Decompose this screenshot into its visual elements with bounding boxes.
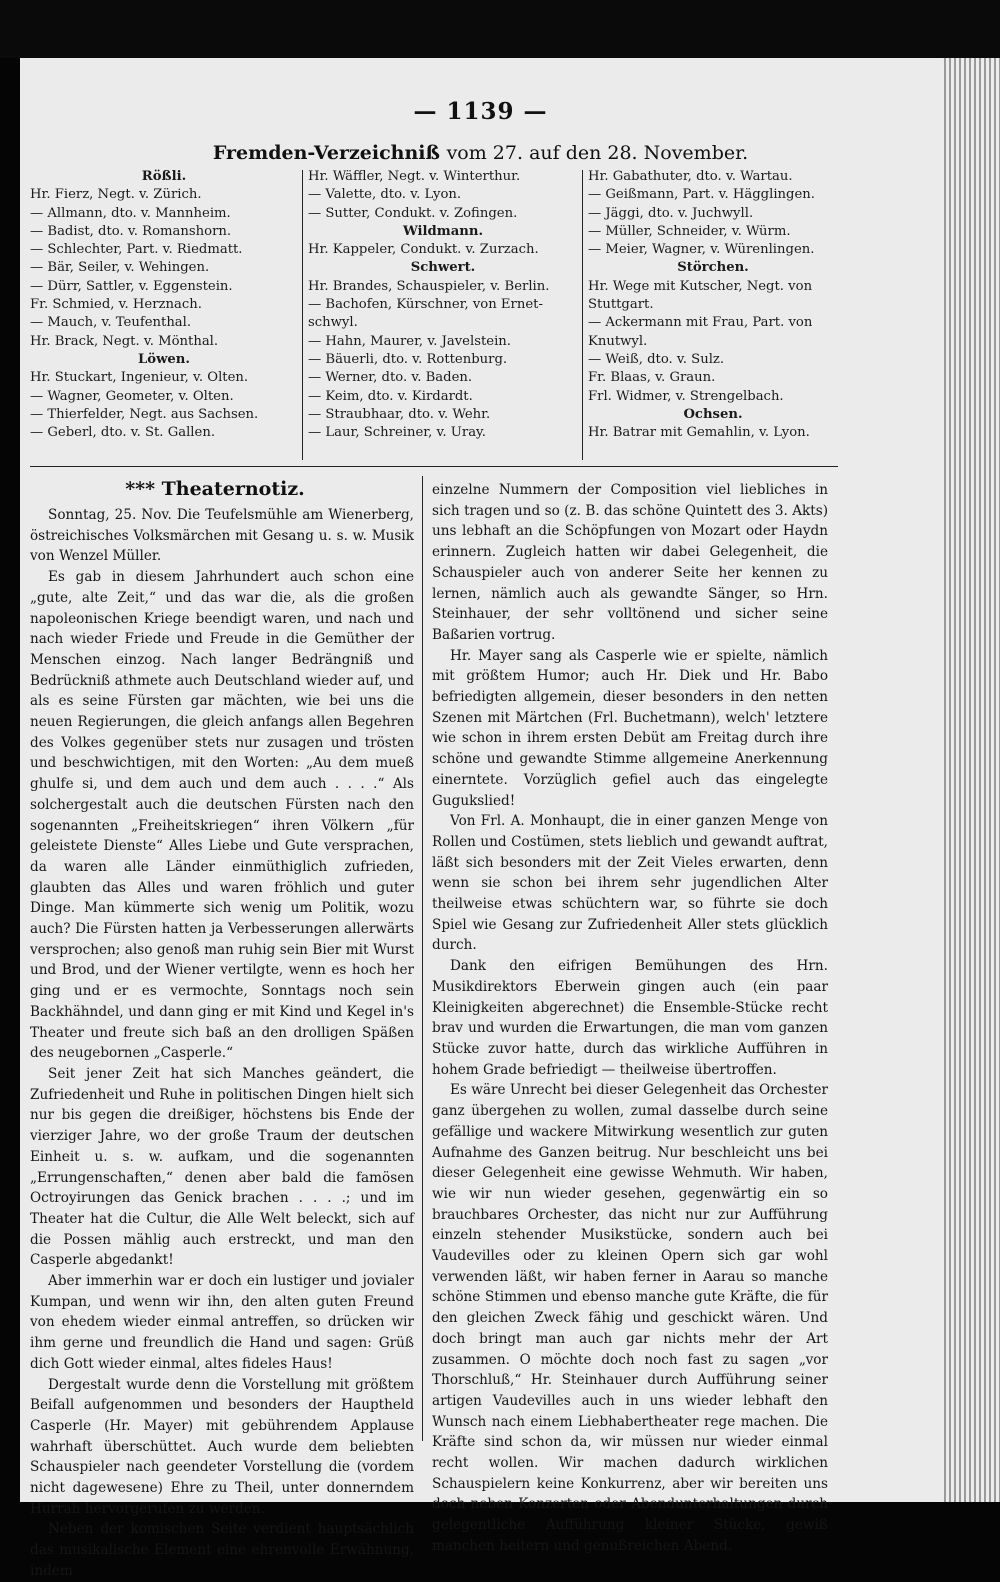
guest-entry: — Bär, Seiler, v. Wehingen. xyxy=(30,260,210,276)
guest-entry: — Meier, Wagner, v. Würenlingen. xyxy=(588,242,815,258)
guest-list-heading xyxy=(20,142,941,164)
article-paragraph: Aber immerhin war er doch ein lustiger und jovialer Kumpan, und wenn wir ihn, den alten guten Freund von ehedem wieder einmal antreffen, so drücken wir ihm gerne und freundlich die Hand und sagen: Grüß dich Gott wieder einmal, altes fideles Haus! xyxy=(30,1273,414,1372)
page-number: — 1139 — xyxy=(413,98,548,125)
guest-column-1 xyxy=(30,168,298,442)
guest-entry: — Geißmann, Part. v. Hägglingen. xyxy=(588,187,815,203)
guest-entry: Fr. Schmied, v. Herznach. xyxy=(30,297,202,313)
guest-entry: Stuttgart. xyxy=(588,297,654,313)
guest-entry: — Bachofen, Kürschner, von Ernet- xyxy=(308,297,543,313)
guest-entry: — Jäggi, dto. v. Juchwyll. xyxy=(588,205,754,221)
guest-entry: Hr. Fierz, Negt. v. Zürich. xyxy=(30,187,202,203)
article-column-right xyxy=(432,480,828,1557)
guest-entry: — Mauch, v. Teufenthal. xyxy=(30,315,192,331)
article-paragraph: Es wäre Unrecht bei dieser Gelegenheit das Orchester ganz übergehen zu wollen, zumal dasselbe durch seine gefällige und wackere Mitwirkung wesentlich zur guten Aufnahme des Ganzen beitrug. Nur beschleicht uns bei dieser Gelegenheit eine gewisse Wehmuth. Wir haben, wie wir nun wieder gesehen, gegenwärtig ein so brauchbares Orchester, das nicht nur zur Aufführung einzeln stehender Musikstücke, sondern auch bei Vaudevilles oder zu kleinen Opern sich gar wohl verwenden läßt, wir haben ferner in Aarau so manche schöne Stimmen und ebenso manche gute Kräfte, die für den gleichen Zweck fähig und geschickt wären. Und doch bringt man auch gar nichts mehr der Art zusammen. O möchte doch noch fast zu sagen „vor Thorschluß,“ Hr. Steinhauer durch Aufführung seiner artigen Vaudevilles auch in uns wieder lebhaft den Wunsch nach einem Liebhabertheater rege machen. Die Kräfte sind schon da, wir müssen nur wieder einmal recht wollen. Wir machen dadurch wirklichen Schauspielern keine Konkurrenz, aber wir bereiten uns doch neben Konzerten oder Abendunterhaltungen durch gelegentliche Aufführung kleiner Stücke, gewiß manchen heitern und genußreichen Abend. xyxy=(432,1082,828,1554)
scan-top-border xyxy=(0,0,1000,58)
guest-list-dates: vom 27. auf den 28. November. xyxy=(446,142,749,164)
section-divider xyxy=(30,466,838,467)
guest-entry: — Hahn, Maurer, v. Javelstein. xyxy=(308,333,511,349)
book-page-edges xyxy=(941,58,1000,1502)
guest-entry: Hr. Stuckart, Ingenieur, v. Olten. xyxy=(30,370,249,386)
guest-entry: Hr. Brack, Negt. v. Mönthal. xyxy=(30,333,219,349)
guest-list-title: Fremden-Verzeichniß xyxy=(212,142,440,164)
guest-entry: — Weiß, dto. v. Sulz. xyxy=(588,351,725,367)
guest-column-3 xyxy=(588,168,838,442)
guest-entry: — Bäuerli, dto. v. Rottenburg. xyxy=(308,351,508,367)
guest-entry: Hr. Brandes, Schauspieler, v. Berlin. xyxy=(308,278,550,294)
guest-entry: Hr. Wäffler, Negt. v. Winterthur. xyxy=(308,169,521,184)
inn-name: Ochsen. xyxy=(683,406,743,422)
article-paragraph: einzelne Nummern der Composition viel liebliches in sich tragen und so (z. B. das schöne Quintett des 3. Akts) uns lebhaft an die Schöpfungen von Mozart oder Haydn erinnern. Zugleich hatten wir dabei Gelegenheit, die Schauspieler auch von anderer Seite her kennen zu lernen, nämlich auch als gewandte Sänger, so Hrn. Steinhauer, der sehr volltönend und sicher seine Baßarien vortrug. xyxy=(432,482,828,643)
guest-column-2 xyxy=(308,168,578,442)
guest-entry: — Schlechter, Part. v. Riedmatt. xyxy=(30,242,243,258)
guest-entry: Hr. Gabathuter, dto. v. Wartau. xyxy=(588,169,793,184)
article-paragraph: Es gab in diesem Jahrhundert auch schon eine „gute, alte Zeit,“ und das war die, als die großen napoleonischen Kriege beendigt waren, und nach und nach wieder Friede und Freude in die Gemüther der Menschen einzog. Nach langer Bedrängniß und Bedrückniß athmete auch Deutschland wieder auf, und als es seine Fürsten gar mächten, wie bei uns die neuen Regierungen, die gleich anfangs allen Begehren des Volkes gegenüber stets nur zusagen und trösten und beschwichtigen, mit den Worten: „Au dem mueß ghulfe si, und dem auch und dem auch . . . .“ Als solchergestalt auch die deutschen Fürsten nach den sogenannten „Freiheitskriegen“ ihren Völkern „für geleistete Dienste“ Alles Liebe und Gute versprachen, da waren alle Länder einmüthiglich zufrieden, glaubten das Alles und waren fröhlich und guter Dinge. Man kümmerte sich wenig um Politik, wozu auch? Die Fürsten hatten ja Verbesserungen allerwärts versprochen; also genoß man ruhig sein Bier mit Wurst und Brod, und der Wiener vertilgte, wenn es hoch her ging und er es vermochte, Sonntags noch sein Backhähndel, und dann ging er mit Kind und Kegel in's Theater und freute sich baß an den drolligen Späßen des neugebornen „Casperle.“ xyxy=(30,569,414,1062)
article-paragraph: Von Frl. A. Monhaupt, die in einer ganzen Menge von Rollen und Costümen, stets lieblich und gewandt auftrat, läßt sich besonders mit der Zeit Vieles erwarten, denn wenn sie schon bei ihrem sehr jugendlichen Alter theilweise etwas schüchtern war, so führte sie doch Spiel wie Gesang zur Zufriedenheit Aller stets glücklich durch. xyxy=(432,813,828,954)
guest-entry: — Dürr, Sattler, v. Eggenstein. xyxy=(30,278,233,294)
guest-entry: Hr. Wege mit Kutscher, Negt. von xyxy=(588,278,813,294)
column-rule xyxy=(422,476,423,1441)
article-title: *** Theaternotiz. xyxy=(125,478,305,500)
inn-name: Rößli. xyxy=(141,169,187,184)
guest-entry: — Thierfelder, Negt. aus Sachsen. xyxy=(30,406,259,422)
guest-entry: — Keim, dto. v. Kirdardt. xyxy=(308,388,473,404)
article-paragraph: Neben der komischen Seite verdient hauptsächlich das musikalische Element eine ehrenvolle Erwähnung, indem xyxy=(30,1521,414,1579)
article-paragraph: Seit jener Zeit hat sich Manches geändert, die Zufriedenheit und Ruhe in politischen Dingen hielt sich nur bis gegen die dreißiger, höchstens bis Ende der vierziger Jahre, wo der große Traum der deutschen Einheit u. s. w. aufkam, und die sogenannten „Errungenschaften,“ denen aber bald die famösen Octroyirungen das Genick brachen . . . .; und im Theater hat die Cultur, die Alle Welt beleckt, sich auf die Possen mählig auch erstreckt, und man den Casperle abgedankt! xyxy=(30,1065,414,1269)
guest-entry: — Wagner, Geometer, v. Olten. xyxy=(30,388,234,404)
guest-entry: — Laur, Schreiner, v. Uray. xyxy=(308,425,486,441)
article-column-left xyxy=(30,505,414,1582)
guest-entry: — Badist, dto. v. Romanshorn. xyxy=(30,223,232,239)
guest-entry: Fr. Blaas, v. Graun. xyxy=(588,370,716,386)
guest-entry: — Valette, dto. v. Lyon. xyxy=(308,187,462,203)
guest-entry: Frl. Widmer, v. Strengelbach. xyxy=(588,388,784,404)
guest-entry: — Werner, dto. v. Baden. xyxy=(308,370,473,386)
guest-entry: — Sutter, Condukt. v. Zofingen. xyxy=(308,205,518,221)
inn-name: Störchen. xyxy=(677,260,749,276)
article-paragraph: Dergestalt wurde denn die Vorstellung mit größtem Beifall aufgenommen und besonders der Hauptheld Casperle (Hr. Mayer) mit gebührendem Applause wahrhaft überschüttet. Auch wurde dem beliebten Schauspieler nach geendeter Vorstellung die (vordem nicht dagewesene) Ehre zu Theil, unter donnerndem Hurrah hervorgerufen zu werden. xyxy=(30,1376,414,1517)
guest-entry: Hr. Batrar mit Gemahlin, v. Lyon. xyxy=(588,425,810,441)
guest-entry: — Müller, Schneider, v. Würm. xyxy=(588,223,791,239)
guest-entry: — Straubhaar, dto. v. Wehr. xyxy=(308,406,491,422)
guest-entry: — Geberl, dto. v. St. Gallen. xyxy=(30,425,216,441)
newspaper-page xyxy=(20,58,941,1579)
column-rule xyxy=(582,170,583,460)
guest-entry: Knutwyl. xyxy=(588,333,648,349)
guest-entry: — Allmann, dto. v. Mannheim. xyxy=(30,205,231,221)
article-paragraph: Dank den eifrigen Bemühungen des Hrn. Musikdirektors Eberwein gingen auch (ein paar Kleinigkeiten abgerechnet) die Ensemble-Stücke recht brav und wurden die Erwartungen, die man vom ganzen Stücke zuvor hatte, durch das wirkliche Aufführen in hohem Grade befriedigt — theilweise übertroffen. xyxy=(432,958,828,1078)
guest-entry: — Ackermann mit Frau, Part. von xyxy=(588,315,813,331)
article-paragraph: Hr. Mayer sang als Casperle wie er spielte, nämlich mit größtem Humor; auch Hr. Diek und Hr. Babo befriedigten allgemein, dieser besonders in den netten Szenen mit Märtchen (Frl. Buchetmann), welch' letztere wie schon in ihrem ersten Debüt am Freitag durch ihre schöne und gewandte Stimme allgemeine Anerkennung einerntete. Vorzüglich gefiel auch das eingelegte Gugukslied! xyxy=(432,647,828,809)
guest-entry: schwyl. xyxy=(308,315,358,331)
article-paragraph: Sonntag, 25. Nov. Die Teufelsmühle am Wienerberg, östreichisches Volksmärchen mit Gesang u. s. w. Musik von Wenzel Müller. xyxy=(30,507,414,565)
inn-name: Wildmann. xyxy=(402,223,484,239)
inn-name: Löwen. xyxy=(138,351,190,367)
inn-name: Schwert. xyxy=(410,260,476,276)
guest-entry: Hr. Kappeler, Condukt. v. Zurzach. xyxy=(308,242,539,258)
column-rule xyxy=(302,170,303,460)
